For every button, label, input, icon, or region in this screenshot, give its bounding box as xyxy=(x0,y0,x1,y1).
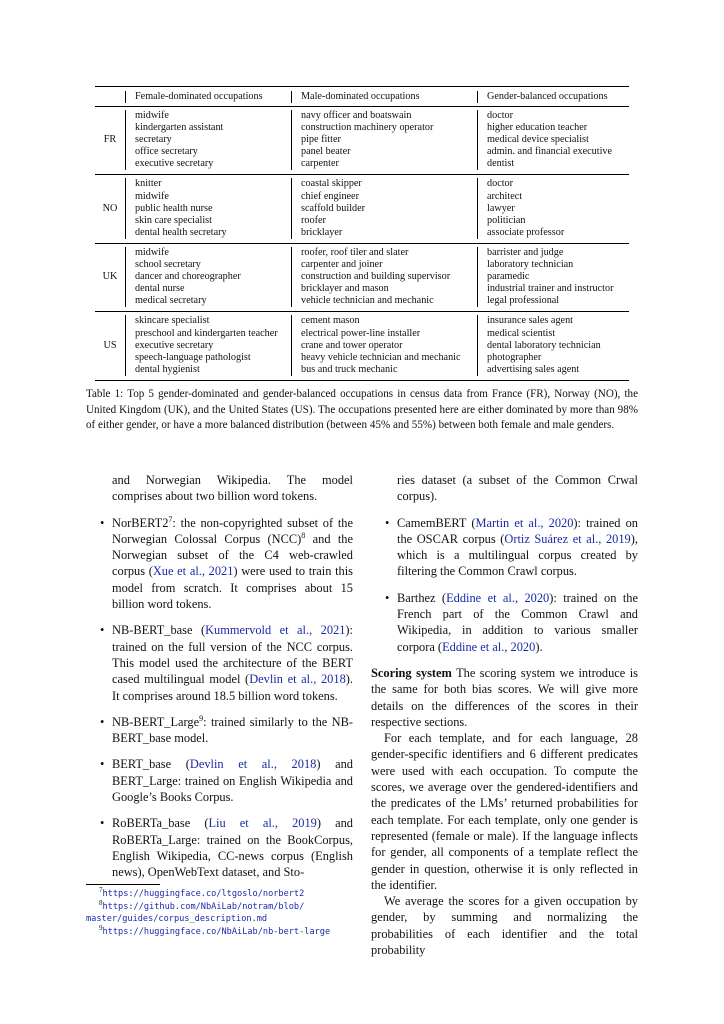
occupation-item: heavy vehicle technician and mechanic xyxy=(301,351,461,363)
occupation-item: coastal skipper xyxy=(301,178,362,190)
citation-link[interactable]: Liu et al., 2019 xyxy=(208,816,317,831)
table-row-group xyxy=(95,312,629,380)
occupation-item: politician xyxy=(487,214,526,226)
footnote-marker: 7 xyxy=(168,514,173,524)
paragraph-with-heading xyxy=(371,665,638,730)
occupation-item: industrial trainer and instructor xyxy=(487,283,614,295)
occupation-item: lawyer xyxy=(487,202,515,214)
table-body xyxy=(95,107,629,381)
male-occupations-cell xyxy=(291,315,477,375)
citation-link[interactable]: Xue et al., 2021 xyxy=(152,564,234,579)
male-occupations-cell xyxy=(291,110,477,170)
paragraph xyxy=(371,730,638,893)
occupation-item: photographer xyxy=(487,351,542,363)
occupation-item: carpenter xyxy=(301,158,339,170)
footnote-url[interactable]: https://huggingface.co/ltgoslo/norbert2 xyxy=(102,889,305,899)
text: ). xyxy=(535,639,543,654)
occupation-item: office secretary xyxy=(135,146,198,158)
text: : trained similarly to the NB-BERT_base model. xyxy=(112,714,353,746)
footnote xyxy=(86,898,366,914)
occupation-item: kindergarten assistant xyxy=(135,122,224,134)
occupation-item: executive secretary xyxy=(135,339,214,351)
occupation-item: dental health secretary xyxy=(135,226,227,238)
citation-link[interactable]: Kummervold et al., 2021 xyxy=(205,623,346,638)
text: RoBERTa_base ( xyxy=(112,816,209,831)
footnote-url[interactable]: https://huggingface.co/NbAiLab/nb-bert-large xyxy=(102,926,331,937)
footnote-marker: 9 xyxy=(199,713,204,723)
occupation-item: barrister and judge xyxy=(487,246,564,258)
text: ), which is a multilingual corpus created by filtering the Common Crawl corpus. xyxy=(397,531,638,579)
occupation-item: construction machinery operator xyxy=(301,122,434,134)
citation-link[interactable]: Ortiz Suárez et al., 2019 xyxy=(504,531,631,546)
footnote-url[interactable]: https://github.com/NbAiLab/notram/blob/ xyxy=(102,901,305,912)
citation-link[interactable]: Eddine et al., 2020 xyxy=(446,590,550,605)
occupation-item: vehicle technician and mechanic xyxy=(301,295,434,307)
occupation-item: midwife xyxy=(135,110,169,121)
occupation-item: school secretary xyxy=(135,259,201,271)
country-label: US xyxy=(103,339,117,351)
occupation-item: roofer, roof tiler and slater xyxy=(301,246,409,258)
female-occupations-cell xyxy=(125,247,291,307)
occupation-item: scaffold builder xyxy=(301,202,366,214)
table-row-group xyxy=(95,107,629,175)
occupation-item: dental hygienist xyxy=(135,363,200,375)
occupation-item: skincare specialist xyxy=(135,315,210,327)
occupation-item: higher education teacher xyxy=(487,122,588,134)
text: NB-BERT_base ( xyxy=(112,623,206,638)
footnote-divider xyxy=(86,884,160,885)
right-column xyxy=(371,472,638,958)
bullet-item xyxy=(86,756,353,805)
header-balanced: Gender-balanced occupations xyxy=(477,91,629,103)
text: NorBERT2 xyxy=(112,515,169,530)
text: : the non-copyrighted subset of the Norwegian Colossal Corpus (NCC) xyxy=(112,515,353,546)
text: BERT_base ( xyxy=(112,757,190,772)
occupation-item: dancer and choreographer xyxy=(135,271,241,283)
footnote xyxy=(86,923,366,939)
text: The scoring system we introduce is the same for both bias scores. We will give more details on the differences of the scores in their respective sections. xyxy=(371,665,638,729)
table-row-group xyxy=(95,175,629,243)
male-occupations-cell xyxy=(291,178,477,238)
occupation-item: bricklayer and mason xyxy=(301,283,389,295)
citation-link[interactable]: Martin et al., 2020 xyxy=(475,515,574,530)
occupation-item: dental nurse xyxy=(135,283,185,295)
citation-link[interactable]: Devlin et al., 2018 xyxy=(249,672,346,687)
paragraph-continuation xyxy=(371,472,638,505)
occupation-item: doctor xyxy=(487,110,514,121)
occupation-item: laboratory technician xyxy=(487,259,574,271)
text: NB-BERT_Large xyxy=(112,714,200,729)
footnotes xyxy=(86,888,366,938)
bullet-item xyxy=(86,815,353,880)
occupations-table xyxy=(95,86,629,381)
occupation-item: bricklayer xyxy=(301,226,343,238)
occupation-item: bus and truck mechanic xyxy=(301,363,398,375)
spacer xyxy=(371,655,638,665)
bullet-item xyxy=(371,515,638,580)
occupation-item: admin. and financial executive xyxy=(487,146,613,158)
left-column xyxy=(86,472,353,881)
footnote-number: 8 xyxy=(99,898,103,907)
occupation-item: construction and building supervisor xyxy=(301,271,451,283)
female-occupations-cell xyxy=(125,315,291,375)
occupation-item: panel beater xyxy=(301,146,351,158)
occupation-item: preschool and kindergarten teacher xyxy=(135,327,278,339)
occupation-item: midwife xyxy=(135,190,169,202)
header-male: Male-dominated occupations xyxy=(291,91,477,103)
footnote xyxy=(86,888,366,901)
occupation-item: medical device specialist xyxy=(487,134,589,146)
occupation-item: advertising sales agent xyxy=(487,363,580,375)
paragraph-heading: Scoring system xyxy=(371,665,452,680)
occupation-item: skin care specialist xyxy=(135,214,212,226)
text: ) and BERT_Large: trained on English Wikipedia and Google’s Books Corpus. xyxy=(112,757,353,805)
header-female: Female-dominated occupations xyxy=(125,91,291,103)
footnote-number: 9 xyxy=(99,923,103,932)
text: ries dataset (a subset of the Common Crwal corpus). xyxy=(397,473,638,504)
occupation-item: navy officer and boatswain xyxy=(301,110,412,121)
occupation-item: architect xyxy=(487,190,523,202)
occupation-item: pipe fitter xyxy=(301,134,341,146)
text: ) and RoBERTa_Large: trained on the BookCorpus, English Wikipedia, CC-news corpus (English news), OpenWebText dataset, and Sto- xyxy=(112,816,353,880)
footnote-number: 7 xyxy=(99,886,103,895)
table-header-row xyxy=(95,86,629,107)
text: Barthez ( xyxy=(397,590,447,605)
bullet-item xyxy=(371,590,638,655)
text: ). It comprises around 18.5 billion word tokens. xyxy=(112,672,353,703)
occupation-item: electrical power-line installer xyxy=(301,327,421,339)
occupation-item: public health nurse xyxy=(135,202,213,214)
occupation-item: paramedic xyxy=(487,271,530,283)
bullet-item xyxy=(86,714,353,747)
balanced-occupations-cell xyxy=(477,247,629,307)
occupation-item: speech-language pathologist xyxy=(135,351,251,363)
occupation-item: insurance sales agent xyxy=(487,315,573,327)
occupation-item: medical secretary xyxy=(135,295,207,307)
male-occupations-cell xyxy=(291,247,477,307)
balanced-occupations-cell xyxy=(477,315,629,375)
occupation-item: associate professor xyxy=(487,226,565,238)
citation-link[interactable]: Devlin et al., 2018 xyxy=(189,757,317,772)
occupation-item: knitter xyxy=(135,178,162,190)
bullet-item xyxy=(86,515,353,613)
text: ): trained on the OSCAR corpus ( xyxy=(397,515,638,546)
female-occupations-cell xyxy=(125,110,291,170)
occupation-item: dentist xyxy=(487,158,515,170)
balanced-occupations-cell xyxy=(477,110,629,170)
occupation-item: doctor xyxy=(487,178,514,190)
occupation-item: chief engineer xyxy=(301,190,359,202)
female-occupations-cell xyxy=(125,178,291,238)
occupation-item: dental laboratory technician xyxy=(487,339,601,351)
text: ) were used to train this model from scratch. It comprises about 15 billion word tokens. xyxy=(112,564,354,612)
text: For each template, and for each language, 28 gender-specific identifiers and 6 different predicates were used with each occupation. To compute the scores, we average over the gendered-identifiers and the predicates of the LMs’ returned probabilities for each template. For each template, only one gender is represented (female or male). If the language inflects for gender, all components of a template reflect the gender in question, otherwise it is only reflected in the identifier. xyxy=(371,731,638,892)
occupation-item: midwife xyxy=(135,246,169,258)
paragraph-continuation xyxy=(86,472,353,505)
occupation-item: executive secretary xyxy=(135,158,214,170)
occupation-item: medical scientist xyxy=(487,327,556,339)
country-label: FR xyxy=(103,134,117,146)
text: We average the scores for a given occupation by gender, by summing and normalizing the probabilities of each identifier and the total probability xyxy=(371,894,638,958)
occupation-item: cement mason xyxy=(301,315,360,327)
occupation-item: roofer xyxy=(301,214,326,226)
text: ): trained on the French part of the Common Crawl and Wikipedia, in addition to various smaller corpora ( xyxy=(397,590,638,654)
table-row-group xyxy=(95,244,629,312)
country-label: NO xyxy=(102,202,118,214)
text: and the Norwegian subset of the C4 web-crawled corpus ( xyxy=(112,531,353,579)
footnote-marker: 8 xyxy=(301,530,306,540)
text: CamemBERT ( xyxy=(397,515,476,530)
bullet-item xyxy=(86,622,353,703)
text: ): trained on the full version of the NCC corpus. This model used the architecture of the BERT cased multilingual model ( xyxy=(112,623,353,687)
text: and Norwegian Wikipedia. The model comprises about two billion word tokens. xyxy=(112,473,353,504)
table-caption: Table 1: Top 5 gender-dominated and gender-balanced occupations in census data from France (FR), Norway (NO), the United Kingdom (UK), and the United States (US). The occupations presented here are either dominated by more than 98% of either gender, or have a more balanced distribution (between 45% and 55%) between both female and male genders. xyxy=(86,388,638,432)
paragraph xyxy=(371,893,638,958)
occupation-item: carpenter and joiner xyxy=(301,259,383,271)
occupation-item: secretary xyxy=(135,134,172,146)
citation-link[interactable]: Eddine et al., 2020 xyxy=(442,639,536,654)
occupation-item: crane and tower operator xyxy=(301,339,403,351)
balanced-occupations-cell xyxy=(477,178,629,238)
occupation-item: legal professional xyxy=(487,295,560,307)
country-label: UK xyxy=(102,271,118,283)
footnote-url-continuation[interactable]: master/guides/corpus_description.md xyxy=(86,914,268,925)
